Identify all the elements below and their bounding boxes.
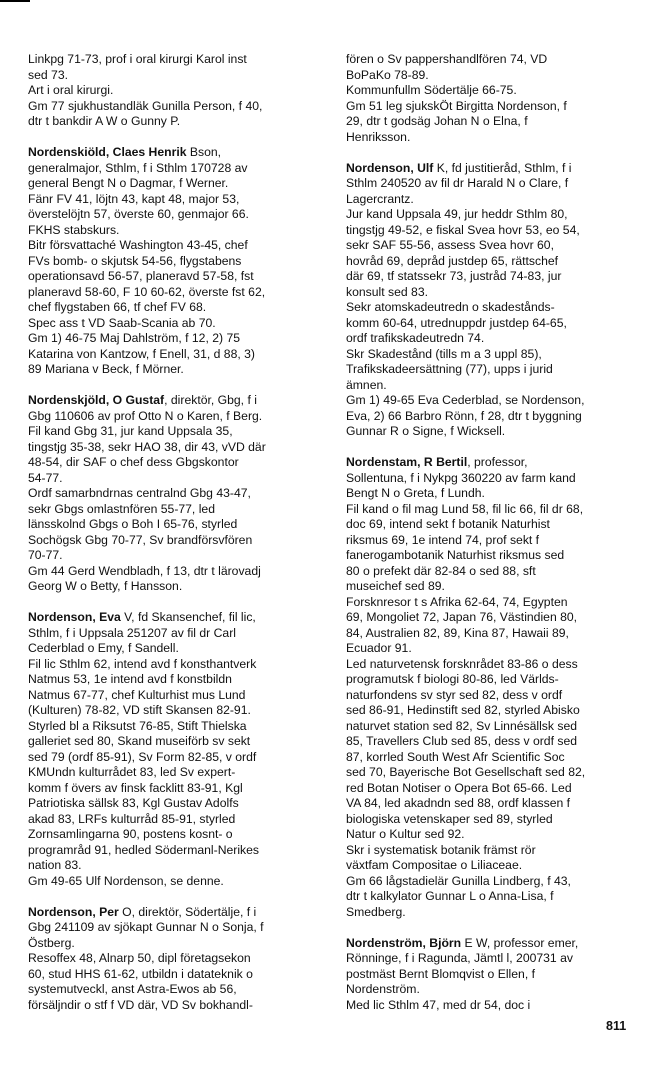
entry-line: FVs bomb- o skjutsk 54-56, flygstabens (28, 253, 242, 268)
entry-line: sekr SAF 55-56, assess Svea hovr 60, (346, 238, 554, 252)
entry-line: galleriet sed 80, Skand museiförb sv sekt (28, 734, 251, 748)
entry-line: naturfondens sv styr sed 82, dess v ordf (346, 687, 563, 702)
entry-line: systemutveckl, anst Astra-Ewos ab 56, (28, 982, 237, 996)
entry-line: tingstjg 49-52, e fiskal Svea hovr 53, eo 54, (346, 222, 580, 237)
entry-line: Fil lic Sthlm 62, intend avd f konsthantverk (28, 656, 257, 671)
entry-line: fanerogambotanik Naturhist riksmus sed (346, 548, 565, 562)
entry-line: Bengt N o Greta, f Lundh. (346, 486, 485, 500)
entry-line: Gbg 241109 av sjökapt Gunnar N o Sonja, f (28, 920, 264, 934)
entry-line: nation 83. (28, 858, 82, 872)
entry-line: konsult sed 83. (346, 284, 428, 299)
entry-headword: Nordenström, Björn (346, 935, 462, 950)
entry-line: 80 o prefekt där 82-84 o sed 88, sft (346, 563, 536, 578)
entry-line: BoPaKo 78-89. (346, 67, 429, 82)
entry-line: Sollentuna, f i Nykpg 360220 av farm kand (346, 470, 576, 485)
entry-line: Resoffex 48, Alnarp 50, dipl företagsekon (28, 951, 251, 965)
entry-line: Skr Skadestånd (tills m a 3 uppl 85), (346, 346, 542, 361)
entry-line: Nordenström. (346, 982, 420, 996)
entry-line: red Botan Notiser o Opera Bot 65-66. Led (346, 780, 572, 795)
entry-line: generalmajor, Sthlm, f i Sthlm 170728 av (28, 160, 248, 175)
page-number: 811 (606, 1019, 627, 1033)
entry-line: försäljndir o stf f VD där, VD Sv bokhandl- (28, 997, 253, 1012)
entry-line: Skr i systematisk botanik främst rör (346, 842, 536, 857)
entry-line: operationsavd 56-57, planeravd 57-58, fst (28, 269, 254, 283)
entry-line: ämnen. (346, 377, 387, 392)
entry-line: 85, Travellers Club sed 85, dess v ordf sed (346, 734, 578, 748)
entry-line: Nordenson, Per O, direktör, Södertälje, f i (28, 904, 257, 919)
entry-line: Kommunfullm Södertälje 66-75. (346, 83, 517, 97)
entry-line: Gm 51 leg sjukskÖt Birgitta Nordenson, f (346, 98, 567, 113)
entry-line: ordf trafikskadeutredn 74. (346, 331, 485, 345)
entry-line: FKHS stabskurs. (28, 222, 120, 237)
entry-line: sed 79 (ordf 85-91), Sv Form 82-85, v ordf (28, 749, 257, 764)
entry-line: sed 86-91, Hedinstift sed 82, styrled Abisko (346, 703, 580, 717)
entry (346, 455, 651, 920)
entry-line: 89 Mariana v Beck, f Mörner. (28, 362, 184, 376)
entry-line: Med lic Sthlm 47, med dr 54, doc i (346, 997, 531, 1012)
entry-line: komm f övers av finsk facklitt 83-91, Kgl (28, 780, 243, 795)
top-edge-rule (0, 0, 30, 2)
entry (346, 161, 651, 440)
entry-line: 87, korrled South West Afr Scientific Soc (346, 749, 565, 764)
entry-line: planeravd 58-60, F 10 60-62, överste fst 62, (28, 284, 266, 299)
entry-line: Gm 1) 49-65 Eva Cederblad, se Nordenson, (346, 393, 585, 407)
entry-line: Katarina von Kantzow, f Enell, 31, d 88, 3) (28, 346, 255, 361)
entry-line: chef flygstaben 66, tf chef FV 68. (28, 300, 207, 314)
entry-line: Gbg 110606 av prof Otto N o Karen, f Berg. (28, 408, 263, 423)
entry-line: Led naturvetensk forsknrådet 83-86 o dess (346, 656, 578, 671)
entry-line: Gm 1) 46-75 Maj Dahlström, f 12, 2) 75 (28, 331, 241, 345)
entry-line: Nordenskiöld, Claes Henrik Bson, (28, 145, 222, 159)
entry-headword: Nordenson, Per (28, 904, 119, 919)
entry-line: biologiska vetenskaper sed 89, styrled (346, 811, 553, 826)
entry-line: akad 83, LRFs kulturråd 85-91, styrled (28, 811, 236, 826)
entry-line: länsskolnd Gbgs o Boh I 65-76, styrled (28, 517, 238, 531)
entry (28, 610, 333, 889)
entry-line: Patriotiska sällsk 83, Kgl Gustav Adolfs (28, 796, 239, 810)
entry (28, 52, 333, 130)
entry-line: Lagercrantz. (346, 191, 414, 206)
entry-line: Jur kand Uppsala 49, jur heddr Sthlm 80, (346, 207, 568, 221)
entry-line: Henriksson. (346, 129, 411, 144)
entry-line: dtr t kalkylator Gunnar L o Anna-Lisa, f (346, 889, 554, 903)
entry (346, 52, 651, 145)
entry-line: Smedberg. (346, 904, 406, 919)
entry-line: Sochögsk Gbg 70-77, Sv brandförsvfören (28, 532, 253, 547)
entry-headword: Nordenskjöld, O Gustaf (28, 393, 165, 407)
entry-line: postmäst Bernt Blomqvist o Ellen, f (346, 966, 535, 981)
entry-line: Bitr försvattaché Washington 43-45, chef (28, 238, 248, 252)
entry-line: tingstjg 35-38, sekr HAO 38, dir 43, vVD där (28, 439, 266, 454)
entry-line: fören o Sv pappershandlfören 74, VD (346, 52, 548, 66)
entry-line: sekr Gbgs omlastnfören 55-77, led (28, 501, 215, 516)
entry (28, 393, 333, 595)
entry-line: Fänr FV 41, löjtn 43, kapt 48, major 53, (28, 191, 240, 206)
entry-line: Natmus 53, 1e intend avd f konstbildn (28, 672, 232, 686)
entry-line: Gunnar R o Signe, f Wicksell. (346, 424, 506, 438)
entry-headword: Nordenson, Ulf (346, 160, 434, 175)
entry-line: Georg W o Betty, f Hansson. (28, 579, 183, 593)
entry-line: (Kulturen) 78-82, VD stift Skansen 82-91. (28, 703, 251, 717)
entry-headword: Nordenskiöld, Claes Henrik (28, 145, 187, 159)
entry-line: Spec ass t VD Saab-Scania ab 70. (28, 315, 216, 330)
entry (346, 936, 651, 1014)
entry-line: 29, dtr t godsäg Johan N o Elna, f (346, 114, 528, 128)
entry-line: 84, Australien 82, 89, Kina 87, Hawaii 89, (346, 625, 569, 640)
entry-line: överstelöjtn 57, överste 60, genmajor 66. (28, 207, 249, 221)
entry-line: Ordf samarbndrnas centralnd Gbg 43-47, (28, 486, 251, 500)
entry-line: Forsknresor t s Afrika 62-64, 74, Egypten (346, 594, 568, 609)
entry-line: Nordenström, Björn E W, professor emer, (346, 935, 579, 950)
entry-line: Eva, 2) 66 Barbro Rönn, f 28, dtr t byggning (346, 408, 582, 423)
entry-line: sed 70, Bayerische Bot Gesellschaft sed 82, (346, 765, 586, 779)
entry-headword: Nordenstam, R Bertil (346, 455, 468, 469)
entry-line: Fil kand Gbg 31, jur kand Uppsala 35, (28, 424, 233, 438)
entry-line: hovråd 69, depråd justdep 65, rättschef (346, 253, 559, 268)
entry-line: programråd 91, hedled Södermanl-Nerikes (28, 842, 260, 857)
entry-line: Nordenson, Eva V, fd Skansenchef, fil lic, (28, 610, 256, 624)
entry-line: KMUndn kulturrådet 83, led Sv expert- (28, 765, 236, 779)
entry-line: Fil kand o fil mag Lund 58, fil lic 66, fil dr 68, (346, 501, 584, 516)
right-column (346, 52, 651, 1029)
entry-line: naturvet station sed 82, Sv Linnésällsk sed (346, 718, 578, 733)
entry-line: Styrled bl a Riksutst 76-85, Stift Thielska (28, 718, 247, 733)
entry-line: Nordenskjöld, O Gustaf, direktör, Gbg, f i (28, 393, 257, 407)
entry-line: Linkpg 71-73, prof i oral kirurgi Karol inst (28, 52, 247, 66)
entry-line: Natur o Kultur sed 92. (346, 827, 465, 841)
entry-line: general Bengt N o Dagmar, f Werner. (28, 176, 229, 190)
entry-line: Gm 66 lågstadielär Gunilla Lindberg, f 43, (346, 873, 571, 888)
entry-line: komm 60-64, utrednuppdr justdep 64-65, (346, 315, 567, 330)
entry-line: Östberg. (28, 935, 75, 950)
entry-line: Gm 49-65 Ulf Nordenson, se denne. (28, 873, 224, 888)
entry-line: programutsk f biologi 80-86, led Världs- (346, 672, 559, 686)
left-column (28, 52, 333, 1029)
entry-line: Trafikskadeersättning (77), upps i jurid (346, 362, 553, 376)
entry (28, 905, 333, 1014)
entry-line: doc 69, intend sekt f botanik Naturhist (346, 517, 550, 531)
entry-line: VA 84, led akadndn sed 88, ordf klassen f (346, 796, 571, 810)
entry-line: 54-77. (28, 470, 63, 485)
entry-line: Gm 44 Gerd Wendbladh, f 13, dtr t lärovadj (28, 563, 261, 578)
entry-line: museichef sed 89. (346, 579, 445, 593)
entry-line: Sekr atomskadeutredn o skadestånds- (346, 300, 555, 314)
entry-line: 48-54, dir SAF o chef dess Gbgskontor (28, 455, 239, 469)
entry-line: Sthlm 240520 av fil dr Harald N o Clare, f (346, 176, 569, 190)
entry-line: Ecuador 91. (346, 641, 412, 655)
entry-line: Nordenstam, R Bertil, professor, (346, 455, 528, 469)
entry-line: Natmus 67-77, chef Kulturhist mus Lund (28, 687, 246, 702)
entry-line: Zornsamlingarna 90, postens kosnt- o (28, 827, 233, 841)
entry-line: Rönninge, f i Ragunda, Jämtl l, 200731 av (346, 951, 573, 965)
entry-line: Nordenson, Ulf K, fd justitieråd, Sthlm, f i (346, 160, 572, 175)
entry-line: 70-77. (28, 548, 63, 562)
entry-line: växtfam Compositae o Liliaceae. (346, 858, 523, 872)
entry-line: sed 73. (28, 67, 68, 82)
entry-line: där 69, tf statssekr 73, justråd 74-83, jur (346, 269, 562, 283)
entry-line: Art i oral kirurgi. (28, 83, 114, 97)
entry (28, 145, 333, 378)
entry-headword: Nordenson, Eva (28, 610, 121, 624)
entry-line: Cederblad o Emy, f Sandell. (28, 641, 179, 655)
entry-line: Gm 77 sjukhustandläk Gunilla Person, f 40, (28, 98, 263, 113)
entry-line: dtr t bankdir A W o Gunny P. (28, 114, 181, 128)
entry-line: Sthlm, f i Uppsala 251207 av fil dr Carl (28, 625, 236, 640)
entry-line: 60, stud HHS 61-62, utbildn i datateknik o (28, 966, 253, 981)
entry-line: riksmus 69, 1e intend 74, prof sekt f (346, 532, 540, 547)
entry-line: 69, Mongoliet 72, Japan 76, Västindien 80, (346, 610, 578, 624)
